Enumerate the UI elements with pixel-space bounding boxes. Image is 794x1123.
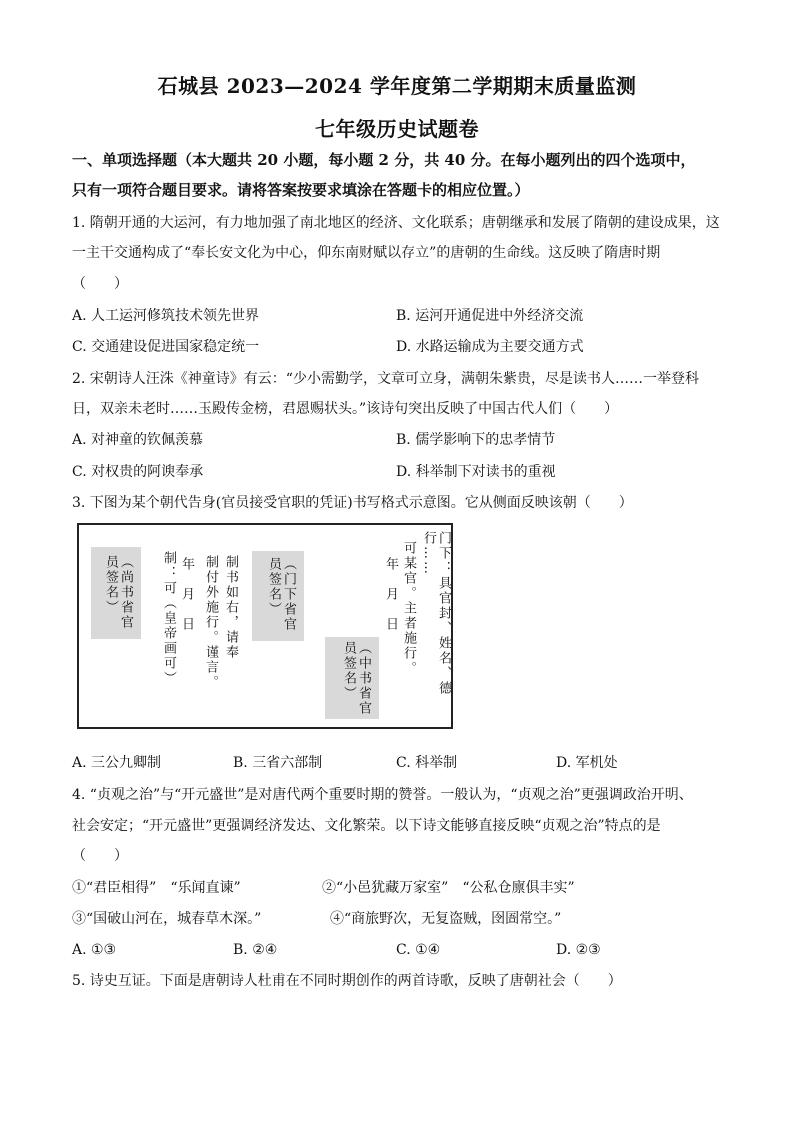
q2-option-c: C. 对权贵的阿谀奉承 (72, 464, 204, 480)
menxia-signature-text: （门下省官员签名） (266, 557, 296, 632)
q1-line1: 1. 隋朝开通的大运河，有力地加强了南北地区的经济、文化联系；唐朝继承和发展了隋朝的建设成果，这 (72, 215, 720, 231)
q4-item-3: ③“国破山河在，城春草木深。” (72, 911, 262, 927)
q2-option-b: B. 儒学影响下的忠孝情节 (396, 432, 556, 448)
zhishu-column-2: 制付外施行。谨言。 (203, 555, 218, 690)
q1-option-d: D. 水路运输成为主要交通方式 (396, 339, 584, 355)
q4-item-4: ④“商旅野次，无复盗贼，囹圄常空。” (330, 911, 562, 927)
q1-option-c: C. 交通建设促进国家稳定统一 (72, 339, 260, 355)
menxia-column-2: 可某官。主者施行。 (401, 541, 416, 676)
menxia-column-1: 门下：具官封、姓名、德行…… (421, 531, 451, 696)
q2-option-d: D. 科举制下对读书的重视 (396, 464, 556, 480)
q4-option-d: D. ②③ (556, 942, 601, 958)
q4-line2: 社会安定；“开元盛世”更强调经济发达、文化繁荣。以下诗文能够直接反映“贞观之治”特点的是 (72, 818, 661, 834)
section-heading-line1: 一、单项选择题（本大题共 20 小题，每小题 2 分，共 40 分。在每小题列出的四个选项中， (72, 151, 696, 169)
section-heading-line2: 只有一项符合题目要求。请将答案按要求填涂在答题卡的相应位置。） (72, 181, 530, 199)
q3-option-b: B. 三省六部制 (233, 755, 323, 771)
shangshu-signature-box (91, 547, 141, 639)
q3-option-a: A. 三公九卿制 (72, 755, 162, 771)
q4-line1: 4. “贞观之治”与“开元盛世”是对唐代两个重要时期的赞誉。一般认为，“贞观之治”更强调政治开明、 (72, 787, 693, 803)
q3-option-c: C. 科举制 (396, 755, 458, 771)
q1-option-a: A. 人工运河修筑技术领先世界 (72, 308, 260, 324)
q4-item-2: ②“小邑犹藏万家室” “公私仓廪俱丰实” (322, 880, 575, 896)
q2-line2: 日，双亲未老时……玉殿传金榜，君恩赐状头。”该诗句突出反映了中国古代人们（ ） (72, 401, 619, 417)
q5-line1: 5. 诗史互证。下面是唐朝诗人杜甫在不同时期创作的两首诗歌，反映了唐朝社会（ ） (72, 973, 622, 989)
q4-line3: （ ） (72, 848, 128, 864)
menxia-signature-box (252, 551, 304, 641)
zhishu-column-1: 制书如右，请奉 (223, 555, 238, 660)
exam-title: 石城县 2023—2024 学年度第二学期期末质量监测 (157, 74, 637, 98)
q3-line1: 3. 下图为某个朝代告身(官员接受官职的凭证)书写格式示意图。它从侧面反映该朝（ ） (72, 495, 633, 511)
q4-option-a: A. ①③ (72, 942, 117, 958)
shangshu-signature-text: （尚书省官员签名） (103, 555, 133, 630)
q1-line3: （ ） (72, 276, 128, 292)
gaoshen-format-figure (77, 523, 453, 729)
q1-line2: 一主干交通构成了“奉长安文化为中心，仰东南财赋以存立”的唐朝的生命线。这反映了隋唐时期 (72, 245, 661, 261)
q4-option-b: B. ②④ (233, 942, 278, 958)
q1-option-b: B. 运河开通促进中外经济交流 (396, 308, 584, 324)
exam-subtitle: 七年级历史试题卷 (315, 117, 479, 141)
date-column-2: 年 月 日 (179, 557, 194, 632)
q4-item-1: ①“君臣相得” “乐闻直谏” (72, 880, 241, 896)
q4-option-c: C. ①④ (396, 942, 441, 958)
zhongshu-signature-box (325, 637, 379, 719)
date-column-1: 年 月 日 (383, 557, 398, 632)
zhi-ke-column: 制：可（皇帝画可） (161, 551, 176, 686)
q3-option-d: D. 军机处 (556, 755, 618, 771)
q2-option-a: A. 对神童的钦佩羡慕 (72, 432, 204, 448)
q2-line1: 2. 宋朝诗人汪洙《神童诗》有云：“少小需勤学，文章可立身，满朝朱紫贵，尽是读书人……一举登科 (72, 371, 699, 387)
zhongshu-signature-text: （中书省官员签名） (341, 641, 371, 716)
